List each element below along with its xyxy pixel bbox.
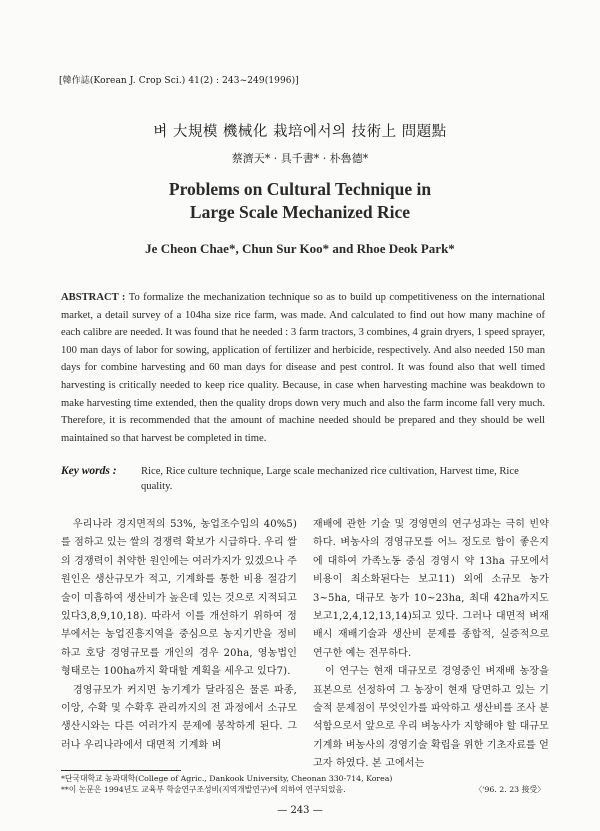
keywords [61,464,545,494]
keywords-label: Key words : [61,465,117,477]
korean-title: 벼 大規模 機械化 栽培에서의 技術上 問題點 [153,124,447,140]
abstract [61,289,545,447]
page-number: — 243 — [277,805,323,816]
body-paragraph: 경영규모가 커지면 농기계가 달라짐은 물론 파종, 이앙, 수확 및 수확후 관리까지의 전 과정에서 소규모 생산시와는 다른 여러가지 문제에 봉착하게 된다. 그러나 우리나라에서 대면적 기계화 벼 [61,684,297,751]
body-paragraph: 우리나라 경지면적의 53%, 농업조수입의 40%5)를 점하고 있는 쌀의 경쟁력 확보가 시급하다. 우리 쌀의 경쟁력이 취약한 원인에는 여러가지가 있겠으나 주 원인은 생산규모가 적고, 기계화를 통한 비용 절감기술이 미흡하여 생산비가 높은데 있는 것으로 지적되고 있다3,8,9,10,18). 따라서 이를 개선하기 위하여 정부에서는 농업진흥지역을 중심으로 농지기반을 정비하고 호당 경영규모를 개인의 경우 20ha, 영농법인 형태로는 100ha까지 확대할 계획을 세우고 있다7). [61,519,297,678]
english-title-line2: Large Scale Mechanized Rice [189,202,411,222]
body-right-column [313,516,549,774]
journal-reference: [韓作誌(Korean J. Crop Sci.) 41(2) : 243~249(1996)] [59,76,299,86]
abstract-text: To formalize the mechanization technique so as to build up competitiveness on the international market, a detail survey of a 104ha size rice farm, was made. And calculated to find out how many machine of each calibre are needed. It was found that he needed : 3 farm tractors, 3 combines, 4 grain dryers, 1 speed sprayer, 100 man days of labor for sowing, application of fertilizer and herbicide, respectively. And also needed 150 man days for combine harvesting and 60 man days for disease and pest control. It was found also that well timed harvesting is critically needed to keep rice quality. Because, in case when harvesting machine was beakdown to make harvesting time extended, then the quality drops down very much and also the farm income fall very much. Therefore, it is recommended that the amount of machine needed should be prepared and they should be well maintained so that harvest be completed in time. [61,292,545,444]
keywords-text: Rice, Rice culture technique, Large scale mechanized rice cultivation, Harvest time, Rice quality. [141,466,519,492]
english-title [0,178,600,224]
received-date: 〈'96. 2. 23 接受〉 [474,785,545,794]
abstract-label: ABSTRACT : [61,292,126,303]
korean-authors: 蔡濟天* · 具千書* · 朴魯德* [231,152,369,165]
body-left-column [61,516,297,755]
english-title-line1: Problems on Cultural Technique in [168,179,432,199]
english-authors: Je Cheon Chae*, Chun Sur Koo* and Rhoe Deok Park* [145,241,455,256]
footnote-funding: **이 논문은 1994년도 교육부 학술연구조성비(지역개발연구)에 의하여 연구되었음. [61,785,346,794]
body-paragraph: 이 연구는 현재 대규모로 경영중인 벼재배 농장을 표본으로 선정하여 그 농장이 현재 당면하고 있는 기술적 문제점이 무엇인가를 파악하고 생산비를 조사 분석함으로서 앞으로 우리 벼농사가 지향해야 할 대규모 기계화 벼농사의 경영기술 확립을 위한 기초자료를 얻고자 하였다. 본 고에서는 [313,666,549,770]
footnote-divider [61,770,181,771]
footnotes [61,773,545,795]
footnote-affiliation: *단국대학교 농과대학(College of Agric., Dankook University, Cheonan 330-714, Korea) [61,774,393,783]
body-paragraph: 재배에 관한 기술 및 경영면의 연구성과는 극히 빈약하다. 벼농사의 경영규모를 어느 정도로 함이 좋은지에 대하여 가족노동 중심 경영시 약 13ha 규모에서 비용이 최소화된다는 보고11) 외에 소규모 농가 3~5ha, 대규모 농가 10~23ha, 최대 42ha까지도 보고1,2,4,12,13,14)되고 있다. 그러나 대면적 벼재배시 재배기술과 생산비 문제를 종합적, 실증적으로 연구한 예는 전무하다. [313,519,549,659]
